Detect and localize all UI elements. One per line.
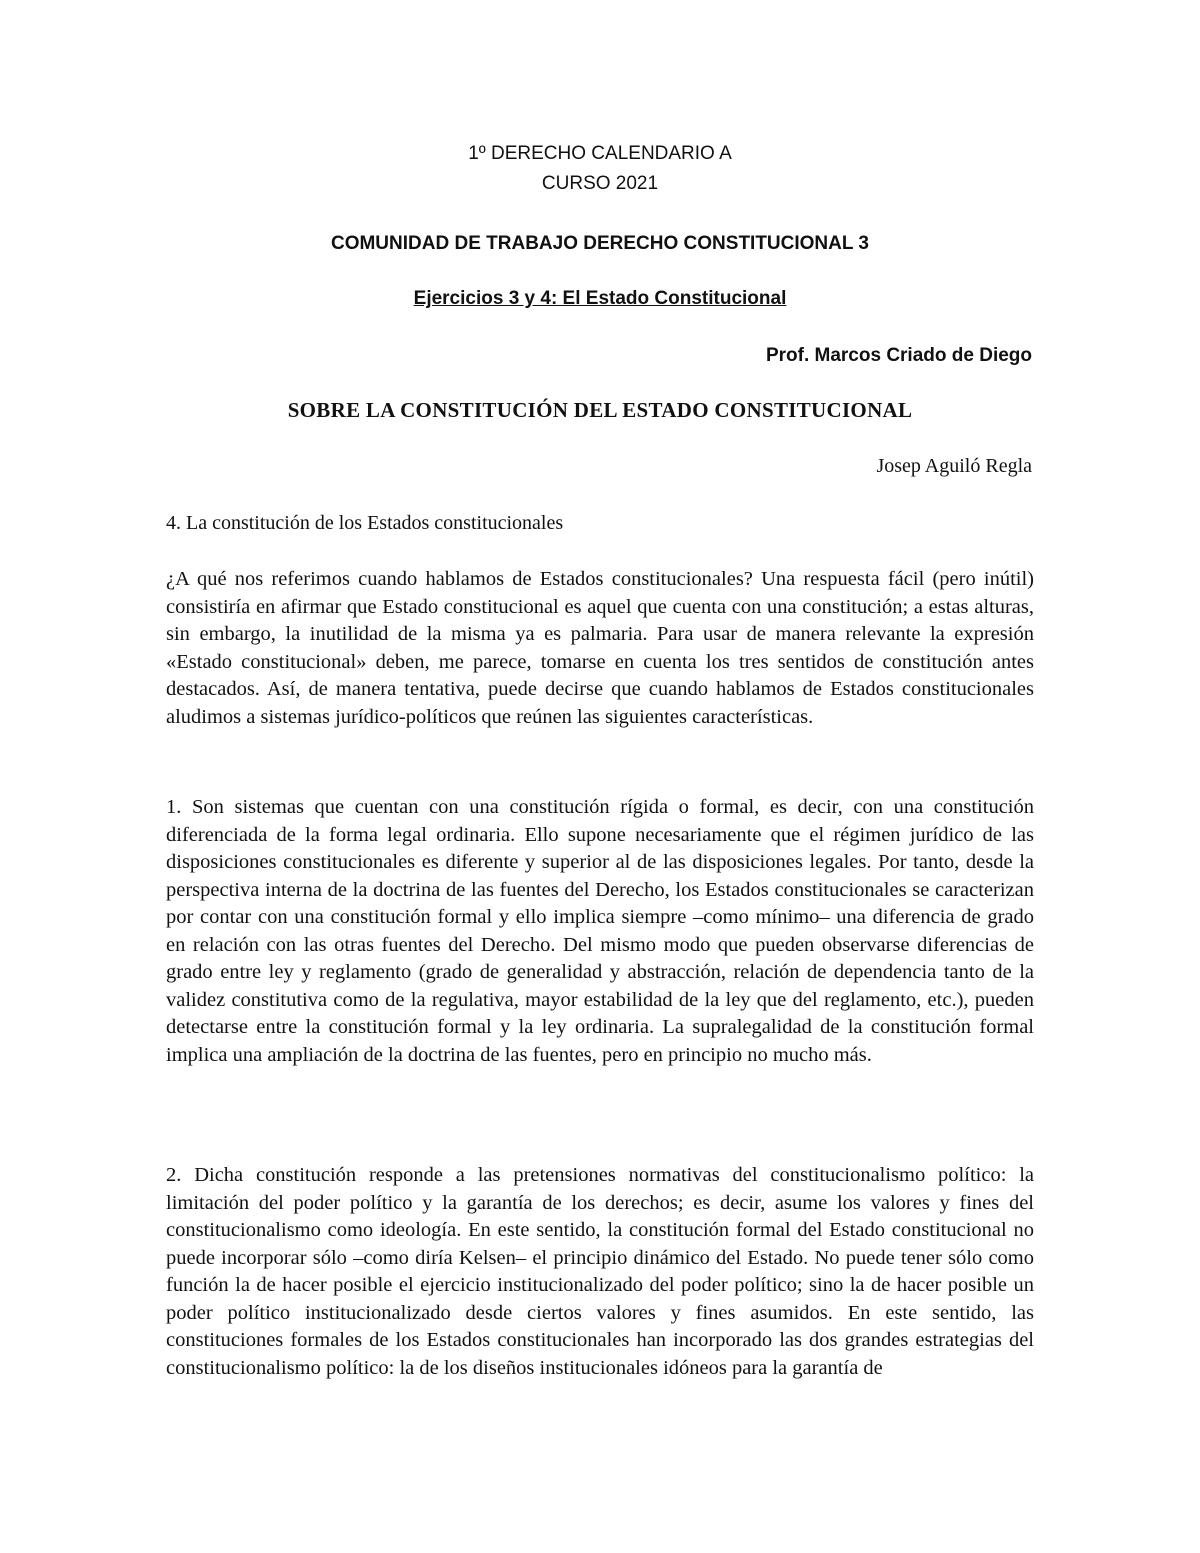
- year-line: CURSO 2021: [541, 173, 659, 194]
- community-line: COMUNIDAD DE TRABAJO DERECHO CONSTITUCIONAL 3: [330, 233, 869, 254]
- exercises-line: Ejercicios 3 y 4: El Estado Constitucional: [413, 288, 787, 309]
- section-heading: 4. La constitución de los Estados constitucionales: [166, 512, 564, 534]
- professor-name: Prof. Marcos Criado de Diego: [765, 345, 1032, 366]
- paragraph-point-1: 1. Son sistemas que cuentan con una constitución rígida o formal, es decir, con una constitución diferenciada de la forma legal ordinaria. Ello supone necesariamente que el régimen jurídico de las disposiciones constitucionales es diferente y superior al de las disposiciones legales. Por tanto, desde la perspectiva interna de la doctrina de las fuentes del Derecho, los Estados constitucionales se caracterizan por contar con una constitución formal y ello implica siempre –como mínimo– una diferencia de grado en relación con las otras fuentes del Derecho. Del mismo modo que pueden observarse diferencias de grado entre ley y reglamento (grado de generalidad y abstracción, relación de dependencia tanto de la validez constitutiva como de la regulativa, mayor estabilidad de la ley que del reglamento, etc.), pueden detectarse entre la constitución formal y la ley ordinaria. La supralegalidad de la constitución formal implica una ampliación de la doctrina de las fuentes, pero en principio no mucho más.: [166, 796, 1034, 1066]
- paragraph-intro: ¿A qué nos referimos cuando hablamos de Estados constitucionales? Una respuesta fácil (pero inútil) consistiría en afirmar que Estado constitucional es aquel que cuenta con una constitución; a estas alturas, sin embargo, la inutilidad de la misma ya es palmaria. Para usar de manera relevante la expresión «Estado constitucional» deben, me parece, tomarse en cuenta los tres sentidos de constitución antes destacados. Así, de manera tentativa, puede decirse que cuando hablamos de Estados constitucionales aludimos a sistemas jurídico-políticos que reúnen las siguientes características.: [166, 568, 1034, 728]
- paragraph-point-2: 2. Dicha constitución responde a las pretensiones normativas del constitucionalismo político: la limitación del poder político y la garantía de los derechos; es decir, asume los valores y fines del constitucionalismo como ideología. En este sentido, la constitución formal del Estado constitucional no puede incorporar sólo –como diría Kelsen– el principio dinámico del Estado. No puede tener sólo como función la de hacer posible el ejercicio institucionalizado del poder político; sino la de hacer posible un poder político institucionalizado desde ciertos valores y fines asumidos. En este sentido, las constituciones formales de los Estados constitucionales han incorporado las dos grandes estrategias del constitucionalismo político: la de los diseños institucionales idóneos para la garantía de: [166, 1164, 1034, 1379]
- article-author: Josep Aguiló Regla: [876, 455, 1032, 477]
- article-title: SOBRE LA CONSTITUCIÓN DEL ESTADO CONSTITUCIONAL: [287, 398, 913, 422]
- course-line: 1º DERECHO CALENDARIO A: [468, 143, 732, 164]
